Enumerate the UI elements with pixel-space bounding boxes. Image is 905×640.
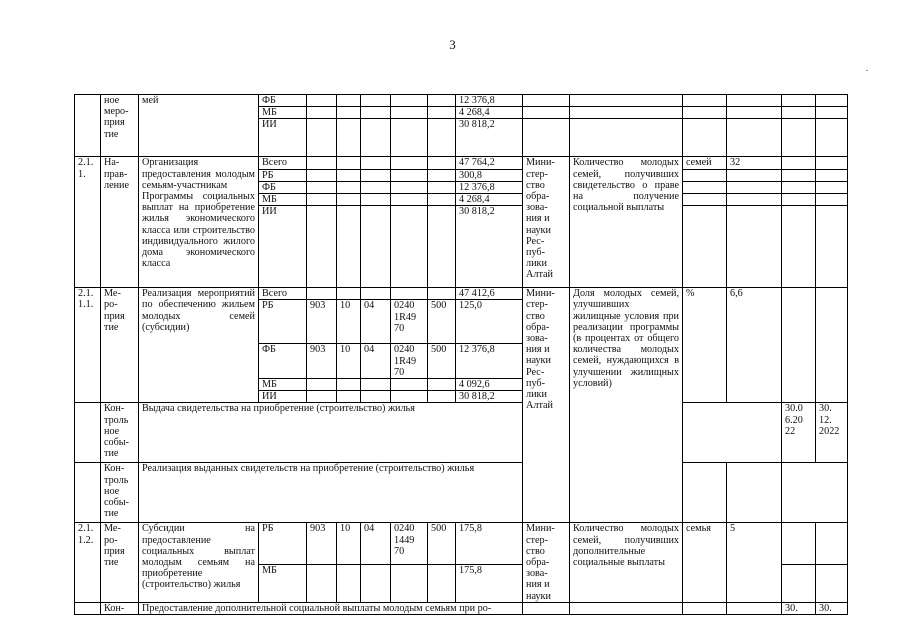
row-name: Организация предоставления молодым семьям-участникам Программы социальных выплат на приобретение жилья экономического класса или строительство индивидуального жилого дома экономического класса (139, 157, 259, 288)
total-cell: 300,8 (456, 169, 523, 181)
source-cell: МБ (259, 194, 307, 206)
end-date-cell: 30. (816, 602, 848, 614)
table-row (75, 463, 848, 523)
unit-cell: семей (683, 157, 727, 169)
source-cell: ИИ (259, 391, 307, 403)
source-cell: ИИ (259, 119, 307, 157)
row-type: Кон- троль ное собы- тие (101, 463, 139, 523)
grbs-cell: 903 (307, 300, 337, 344)
total-cell: 12 376,8 (456, 95, 523, 107)
page-number: 3 (449, 37, 456, 52)
total-cell: 30 818,2 (456, 391, 523, 403)
rz-cell: 10 (337, 523, 361, 565)
value-cell: 5 (727, 523, 782, 602)
control-event-name: Выдача свидетельства на приобретение (строительство) жилья (139, 403, 523, 463)
total-cell: 30 818,2 (456, 119, 523, 157)
source-cell: МБ (259, 379, 307, 391)
indicator-cell: Доля молодых семей, улучшивших жилищные условия при реализации программы (в процентах от общего количества молодых семей, нуждающихся в улучшении жилищных условий) (570, 288, 683, 523)
row-number: 2.1. 1. (75, 157, 101, 288)
table-row (75, 288, 848, 300)
source-cell: Всего (259, 288, 307, 300)
source-cell: РБ (259, 523, 307, 565)
table-row (75, 602, 848, 614)
source-cell: РБ (259, 169, 307, 181)
vr-cell: 500 (428, 344, 456, 379)
row-type: Ме- ро- прия тие (101, 288, 139, 403)
control-event-name: Реализация выданных свидетельств на приобретение (строительство) жилья (139, 463, 523, 523)
vr-cell: 500 (428, 523, 456, 565)
pr-cell: 04 (361, 523, 391, 565)
total-cell: 12 376,8 (456, 344, 523, 379)
row-type: На- прав- ление (101, 157, 139, 288)
unit-cell: семья (683, 523, 727, 602)
executor-cell: Мини- стер- ство обра- зова- ния и науки Рес- пуб- лики Алтай (523, 288, 570, 523)
row-type: Кон- троль ное собы- тие (101, 403, 139, 463)
source-cell: ФБ (259, 95, 307, 107)
row-number (75, 95, 101, 157)
total-cell: 125,0 (456, 300, 523, 344)
program-table (74, 94, 848, 615)
executor-cell: Мини- стер- ство обра- зова- ния и науки Рес- пуб- лики Алтай (523, 157, 570, 288)
end-date-cell: 30. 12. 2022 (816, 403, 848, 463)
row-name: Субсидии на предоставление социальных выплат молодым семьям на приобретение (строительство) жилья (139, 523, 259, 602)
pr-cell: 04 (361, 300, 391, 344)
csr-cell: 0240 1R49 70 (391, 344, 428, 379)
source-cell: МБ (259, 565, 307, 603)
start-date-cell: 30.0 6.20 22 (782, 403, 816, 463)
table-row (75, 403, 848, 463)
row-number: 2.1. 1.2. (75, 523, 101, 602)
total-cell: 175,8 (456, 565, 523, 603)
source-cell: ИИ (259, 206, 307, 288)
grbs-cell: 903 (307, 344, 337, 379)
row-number: 2.1. 1.1. (75, 288, 101, 403)
row-type: ное меро- прия тие (101, 95, 139, 157)
rz-cell: 10 (337, 300, 361, 344)
source-cell: ФБ (259, 344, 307, 379)
total-cell: 12 376,8 (456, 181, 523, 193)
control-event-name: Предоставление дополнительной социальной выплаты молодым семьям при ро- (139, 602, 523, 614)
vr-cell: 500 (428, 300, 456, 344)
rz-cell: 10 (337, 344, 361, 379)
table-row (75, 95, 848, 107)
total-cell: 47 764,2 (456, 157, 523, 169)
total-cell: 47 412,6 (456, 288, 523, 300)
table-row (75, 523, 848, 565)
row-type: Ме- ро- прия тие (101, 523, 139, 602)
total-cell: 175,8 (456, 523, 523, 565)
executor-cell: Мини- стер- ство обра- зова- ния и науки (523, 523, 570, 602)
csr-cell: 0240 1R49 70 (391, 300, 428, 344)
total-cell: 4 092,6 (456, 379, 523, 391)
indicator-cell: Количество молодых семей, получивших дополнительные социальные выплаты (570, 523, 683, 602)
unit-cell: % (683, 288, 727, 403)
csr-cell: 0240 1449 70 (391, 523, 428, 565)
row-type: Кон- (101, 602, 139, 614)
row-name: Реализация мероприятий по обеспечению жильем молодых семей (субсидии) (139, 288, 259, 403)
source-cell: ФБ (259, 181, 307, 193)
scan-speck (866, 70, 868, 71)
total-cell: 30 818,2 (456, 206, 523, 288)
grbs-cell: 903 (307, 523, 337, 565)
value-cell: 6,6 (727, 288, 782, 403)
pr-cell: 04 (361, 344, 391, 379)
total-cell: 4 268,4 (456, 107, 523, 119)
start-date-cell: 30. (782, 602, 816, 614)
source-cell: МБ (259, 107, 307, 119)
total-cell: 4 268,4 (456, 194, 523, 206)
table-row (75, 157, 848, 169)
source-cell: РБ (259, 300, 307, 344)
value-cell: 32 (727, 157, 782, 169)
source-cell: Всего (259, 157, 307, 169)
row-name: мей (139, 95, 259, 157)
indicator-cell: Количество молодых семей, получивших свидетельство о праве на получение социальной выплаты (570, 157, 683, 288)
